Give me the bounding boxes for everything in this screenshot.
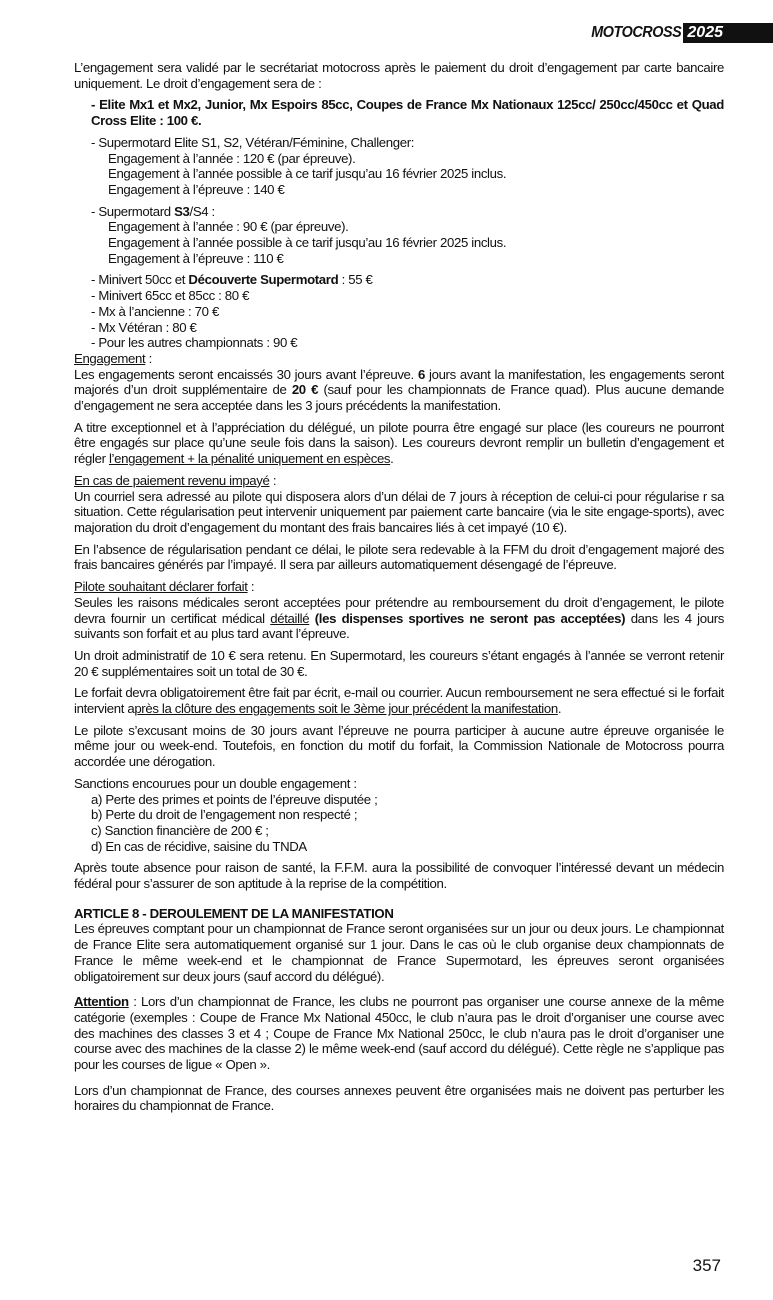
impaye-heading-text: En cas de paiement revenu impayé [74, 472, 270, 488]
supermotard-s3-bold: S3 [174, 203, 190, 219]
header-year: 2025 [683, 23, 773, 43]
article-8-paragraph-1: Les épreuves comptant pour un championnat de France seront organisées sur un jour ou deux jours. Le championnat de France Elite sera automatiquement organisé sur 1 jour. Dans le cas où le club organise deux championnats de France le même week-end et le championnat de France Supermotard, les épreuves seront organisées obligatoirement sur deux jours (sauf accord du délégué). [74, 921, 724, 984]
page-number: 357 [692, 1256, 721, 1275]
forfait-p1-bold: (les dispenses sportives ne seront pas acceptées) [309, 610, 626, 626]
engagement-p2-c: . [390, 451, 394, 467]
supermotard-s3-title [91, 204, 724, 220]
article-8-title: ARTICLE 8 - DEROULEMENT DE LA MANIFESTATION [74, 905, 394, 921]
forfait-paragraph-4: Le pilote s’excusant moins de 30 jours avant l’épreuve ne pourra participer à aucune autre épreuve organisée le même jour ou week-end. Toutefois, en fonction du motif du forfait, la Commission Nationale de Motocross pourra accordée une dérogation. [74, 722, 724, 770]
price-list [91, 272, 724, 351]
impaye-heading-suffix: : [269, 472, 277, 488]
engagement-heading-suffix: : [145, 350, 152, 366]
forfait-p3-underlined: près la clôture des engagements soit le 3ème jour précédent la manifestation [134, 701, 558, 717]
header-brand: MOTOCROSS [591, 24, 682, 41]
forfait-paragraph-1 [74, 595, 724, 642]
impaye-heading [74, 473, 724, 489]
article-8-attention-paragraph [74, 994, 724, 1073]
supermotard-elite-block [91, 135, 724, 198]
price-item: - Mx à l’ancienne : 70 € [91, 303, 219, 319]
engagement-heading-text: Engagement [74, 350, 146, 366]
minivert-suffix: : 55 € [338, 272, 373, 288]
engagement-p1-e: (sauf pour les championnats de France quad). Plus aucune demande d’engagement ne sera acceptée dans les 3 jours précédents la manifestation. [74, 382, 724, 414]
price-item-minivert-50 [91, 272, 724, 288]
engagement-p2-a: A titre exceptionnel et à l’appréciation du délégué, un pilote pourra être engagé sur place (les coureurs ne pourront être engagés sur place qu’une seule fois dans la saison). Les coureurs devront remplir un bulletin d’engagement et régler [74, 419, 724, 467]
forfait-heading-suffix: : [247, 579, 255, 595]
supermotard-s3-line-2: Engagement à l’année possible à ce tarif jusqu’au 16 février 2025 inclus. [108, 235, 507, 251]
engagement-p1-b: 6 [417, 366, 425, 382]
forfait-p3-c: . [557, 701, 562, 717]
minivert-bold: Découverte Supermotard [188, 272, 339, 288]
sanction-item: b) Perte du droit de l’engagement non respecté ; [91, 807, 358, 823]
sanctions-block [74, 776, 724, 855]
supermotard-s3-block [91, 204, 724, 267]
supermotard-elite-line-2: Engagement à l’année possible à ce tarif jusqu’au 16 février 2025 inclus. [108, 166, 507, 182]
price-item: - Pour les autres championnats : 90 € [91, 335, 298, 351]
supermotard-elite-line-3: Engagement à l’épreuve : 140 € [108, 181, 285, 197]
engagement-p1-d: 20 € [291, 382, 319, 398]
forfait-p1-c: dans les 4 jours suivants son forfait et au plus tard avant l’épreuve. [74, 610, 725, 642]
sanction-item: a) Perte des primes et points de l’épreuve disputée ; [91, 791, 378, 807]
page-content [74, 60, 724, 1120]
supermotard-s3-prefix: - Supermotard [91, 203, 175, 219]
attention-label: Attention [74, 994, 129, 1010]
forfait-p1-a: Seules les raisons médicales seront acceptées pour prétendre au remboursement du droit d’engagement, le pilote devra fournir un certificat médical [74, 594, 724, 626]
forfait-p3-a: Le forfait devra obligatoirement être fait par écrit, e-mail ou courrier. Aucun remboursement ne sera effectué si le forfait intervient a [74, 685, 724, 717]
price-item: - Minivert 65cc et 85cc : 80 € [91, 288, 250, 304]
forfait-paragraph-2: Un droit administratif de 10 € sera retenu. En Supermotard, les coureurs s’étant engagés à l’année se verront retenir 20 € supplémentaires soit un total de 30 €. [74, 647, 724, 679]
sanction-item: c) Sanction financière de 200 € ; [91, 822, 269, 838]
attention-text: : Lors d’un championnat de France, les clubs ne pourront pas organiser une course annexe de la même catégorie (exemples : Coupe de France Mx National 450cc, le club n’aura pas le droit d’organiser une course avec des machines des classes 3 et 4 ; Coupe de France Mx National 250cc, le club n’aura pas le droit d’organiser une course avec des machines de la classe 2) le même week-end (sauf accord du délégué). Cette règle ne s’applique pas pour les courses de ligue « Open ». [74, 994, 724, 1073]
engagement-p2-underlined: l’engagement + la pénalité uniquement en espèces [108, 451, 391, 467]
intro-paragraph: L’engagement sera validé par le secrétariat motocross après le paiement du droit d’engagement par carte bancaire uniquement. Le droit d’engagement sera de : [74, 60, 724, 91]
forfait-heading-text: Pilote souhaitant déclarer forfait [74, 579, 248, 595]
forfait-paragraph-3 [74, 685, 724, 716]
minivert-prefix: - Minivert 50cc et [91, 272, 189, 288]
forfait-p1-underlined: détaillé [270, 610, 310, 626]
engagement-p1-a: Les engagements seront encaissés 30 jours avant l’épreuve. [74, 366, 418, 382]
engagement-p1-c: jours avant la manifestation, les engagements seront majorés d’un droit supplémentaire de [74, 366, 724, 398]
forfait-heading [74, 579, 724, 595]
supermotard-s3-line-3: Engagement à l’épreuve : 110 € [108, 250, 284, 266]
sanction-item: d) En cas de récidive, saisine du TNDA [91, 838, 307, 854]
article-8-paragraph-3: Lors d’un championnat de France, des courses annexes peuvent être organisées mais ne doivent pas perturber les horaires du championnat de France. [74, 1082, 724, 1114]
elite-price-line: - Elite Mx1 et Mx2, Junior, Mx Espoirs 85cc, Coupes de France Mx Nationaux 125cc/ 250cc/450cc et Quad Cross Elite : 100 €. [91, 97, 724, 129]
price-item: - Mx Vétéran : 80 € [91, 319, 197, 335]
supermotard-s3-suffix: /S4 : [189, 203, 215, 219]
sanctions-title: Sanctions encourues pour un double engagement : [74, 775, 357, 791]
engagement-paragraph-2 [74, 420, 724, 467]
impaye-paragraph-2: En l’absence de régularisation pendant ce délai, le pilote sera redevable à la FFM du droit d’engagement majoré des frais bancaires générés par l’impayé. Il sera par ailleurs automatiquement désengagé de l’épreuve. [74, 541, 724, 573]
sante-paragraph: Après toute absence pour raison de santé, la F.F.M. aura la possibilité de convoquer l’intéressé devant un médecin fédéral pour s’assurer de son aptitude à la reprise de la compétition. [74, 860, 724, 892]
engagement-heading [74, 351, 724, 367]
impaye-paragraph-1: Un courriel sera adressé au pilote qui disposera alors d’un délai de 7 jours à réception de celui-ci pour régularise r sa situation. Cette régularisation peut intervenir uniquement par paiement carte bancaire (via le site engage-sports), avec majoration du droit d’engagement du montant des frais bancaires liés à cet impayé (10 €). [74, 488, 724, 535]
engagement-paragraph-1 [74, 367, 724, 414]
supermotard-s3-line-1: Engagement à l’année : 90 € (par épreuve). [108, 219, 349, 235]
supermotard-elite-line-1: Engagement à l’année : 120 € (par épreuve). [108, 150, 356, 166]
running-header [581, 22, 773, 44]
supermotard-elite-title: - Supermotard Elite S1, S2, Vétéran/Féminine, Challenger: [91, 134, 415, 150]
